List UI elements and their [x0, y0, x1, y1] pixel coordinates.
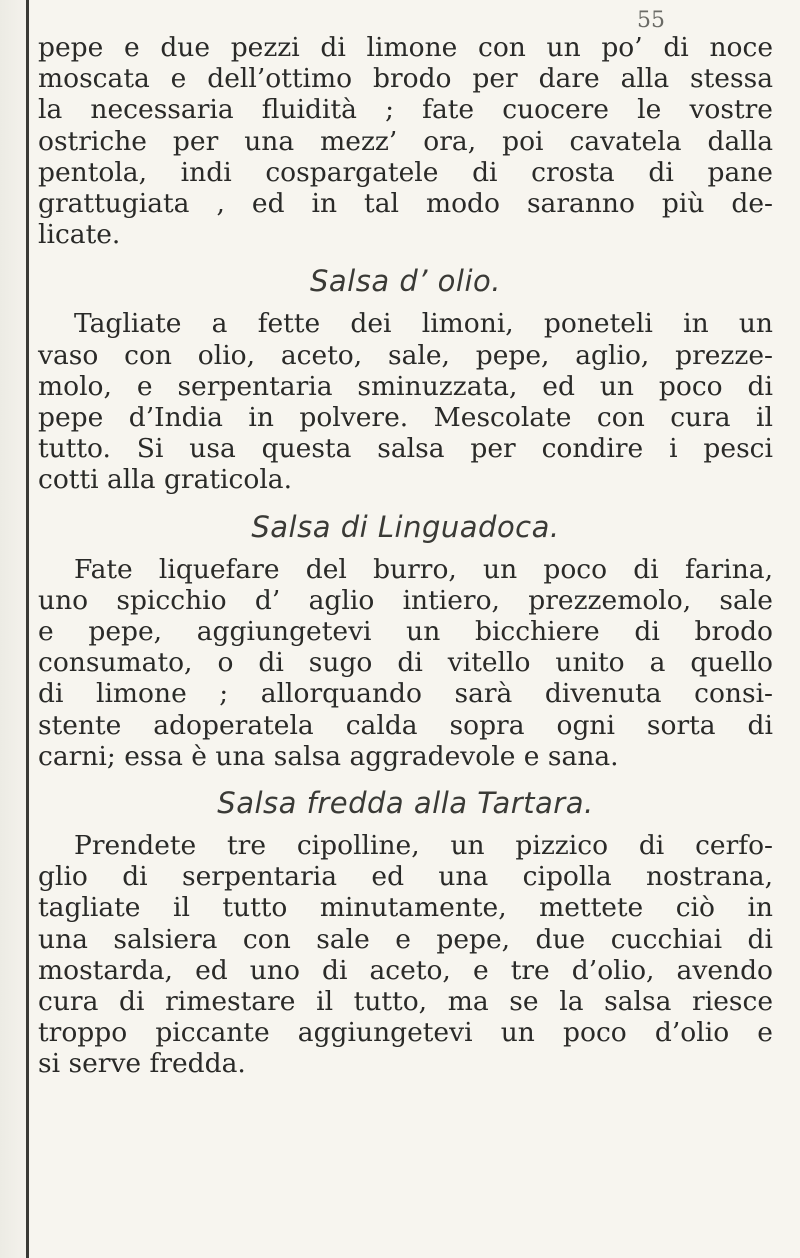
text-line: la necessaria fluidità ; fate cuocere le vostre — [38, 94, 773, 126]
text-line: troppo piccante aggiungetevi un poco d’olio e — [38, 1017, 773, 1049]
text-line: ostriche per una mezz’ ora, poi cavatela dalla — [38, 125, 773, 157]
text-line: di limone ; allorquando sarà divenuta consi- — [38, 678, 773, 710]
page-content — [38, 32, 773, 1080]
text-line: glio di serpentaria ed una cipolla nostrana, — [38, 861, 773, 893]
text-line: carni; essa è una salsa aggradevole e sana. — [38, 740, 619, 772]
text-line: stente adoperatela calda sopra ogni sorta di — [38, 709, 773, 741]
text-line: uno spicchio d’ aglio intiero, prezzemolo, sale — [38, 584, 773, 616]
text-line: tutto. Si usa questa salsa per condire i pesci — [38, 433, 773, 465]
text-line: Fate liquefare del burro, un poco di farina, — [74, 553, 773, 585]
text-line: moscata e dell’ottimo brodo per dare alla stessa — [38, 63, 773, 95]
text-line: consumato, o di sugo di vitello unito a quello — [38, 647, 773, 679]
text-line: pepe e due pezzi di limone con un po’ di noce — [38, 32, 773, 63]
binding-gutter-line — [26, 0, 29, 1258]
text-line: molo, e serpentaria sminuzzata, ed un poco di — [38, 370, 773, 402]
text-line: cura di rimestare il tutto, ma se la salsa riesce — [38, 986, 773, 1018]
text-line: Tagliate a fette dei limoni, poneteli in un — [74, 308, 773, 340]
text-line: licate. — [38, 219, 121, 251]
text-line: grattugiata , ed in tal modo saranno più de- — [38, 188, 773, 220]
heading-salsa-linguadoca: Salsa di Linguadoca. — [251, 509, 560, 544]
text-line: vaso con olio, aceto, sale, pepe, aglio, prezze- — [38, 339, 773, 371]
text-line: pentola, indi cospargatele di crosta di pane — [38, 156, 773, 188]
heading-salsa-tartara: Salsa fredda alla Tartara. — [217, 786, 594, 821]
paragraph-salsa-linguadoca — [38, 554, 773, 772]
heading-salsa-olio: Salsa d’ olio. — [310, 264, 501, 299]
text-line: e pepe, aggiungetevi un bicchiere di brodo — [38, 616, 773, 648]
paragraph-ostriche-continuation — [38, 32, 773, 250]
text-line: Prendete tre cipolline, un pizzico di cerfo- — [74, 830, 773, 862]
gutter-shadow — [0, 0, 26, 1258]
text-line: tagliate il tutto minutamente, mettete ciò in — [38, 892, 773, 924]
text-line: pepe d’India in polvere. Mescolate con cura il — [38, 402, 773, 434]
text-line: mostarda, ed uno di aceto, e tre d’olio, avendo — [38, 954, 773, 986]
text-line: una salsiera con sale e pepe, due cucchiai di — [38, 923, 773, 955]
paragraph-salsa-tartara — [38, 830, 773, 1080]
text-line: cotti alla graticola. — [38, 464, 293, 496]
paragraph-salsa-olio — [38, 308, 773, 495]
page-number: 55 — [637, 8, 665, 33]
text-line: si serve fredda. — [38, 1048, 246, 1080]
